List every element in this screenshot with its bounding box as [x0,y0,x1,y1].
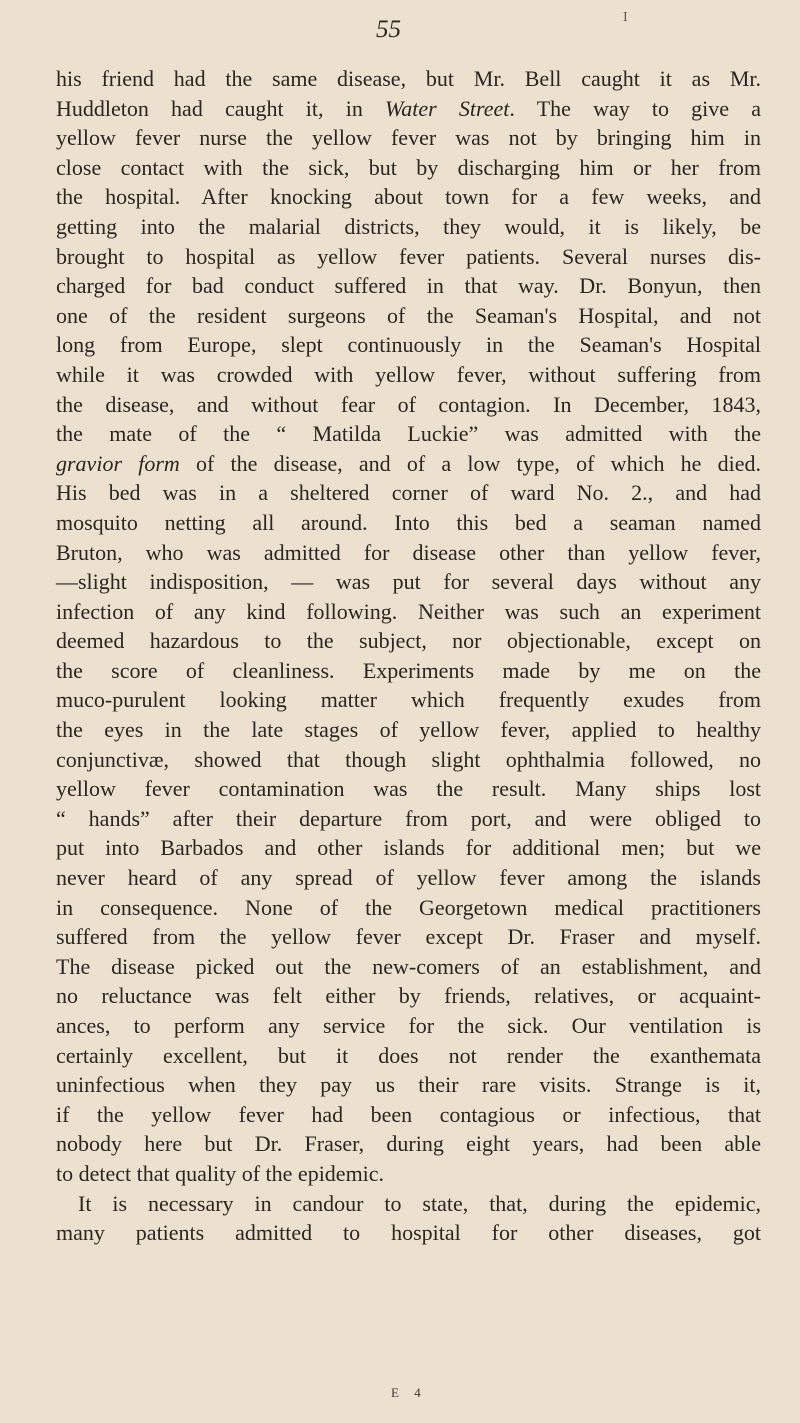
text-line: the mate of the “ Matilda Luckie” was admitted with the [56,421,761,447]
text-line: infection of any kind following. Neither was such an experiment [56,598,761,624]
text-line: The disease picked out the new-comers of an establishment, and [56,953,761,979]
text-line-with-italic: gravior form of the disease, and of a low type, of which he died. [56,450,762,476]
text-line: long from Europe, slept continuously in the Seaman's Hospital [56,332,761,358]
text-line: “ hands” after their departure from port, and were obliged to [56,805,761,831]
italic-phrase: gravior form [56,450,180,476]
text-line: deemed hazardous to the subject, nor objectionable, except on [56,628,761,654]
text-line: certainly excellent, but it does not render the exanthemata [56,1042,761,1068]
page-number: 55 [376,16,401,43]
text-line: while it was crowded with yellow fever, without suffering from [56,361,761,387]
text-line: no reluctance was felt either by friends, relatives, or acquaint- [56,983,761,1009]
text-line: close contact with the sick, but by discharging him or her from [56,154,761,180]
text-line: yellow fever contamination was the result. Many ships lost [56,776,761,802]
body-text [56,64,761,1248]
text-line: many patients admitted to hospital for other diseases, got [56,1220,761,1246]
paragraph-start-line: It is necessary in candour to state, that, during the epidemic, [78,1190,761,1216]
text-line: yellow fever nurse the yellow fever was not by bringing him in [56,125,761,151]
italic-phrase: Water Street [385,95,510,121]
text-line: getting into the malarial districts, they would, it is likely, be [56,213,761,239]
text-line: brought to hospital as yellow fever patients. Several nurses dis- [56,243,761,269]
text-line: his friend had the same disease, but Mr. Bell caught it as Mr. [56,66,761,91]
text-line: put into Barbados and other islands for additional men; but we [56,835,761,861]
text-line: in consequence. None of the Georgetown medical practitioners [56,894,761,920]
text-line: the disease, and without fear of contagion. In December, 1843, [56,391,761,417]
text-line: Bruton, who was admitted for disease other than yellow fever, [56,539,761,565]
text-line: the score of cleanliness. Experiments made by me on the [56,657,761,683]
text-line: one of the resident surgeons of the Seaman's Hospital, and not [56,302,761,328]
printer-signature: E 4 [391,1385,427,1400]
text-line: never heard of any spread of yellow fever among the islands [56,865,761,891]
text-line: the eyes in the late stages of yellow fever, applied to healthy [56,717,761,743]
text-line: the hospital. After knocking about town for a few weeks, and [56,184,761,210]
text-line: suffered from the yellow fever except Dr. Fraser and myself. [56,924,761,950]
text-line: —slight indisposition, — was put for several days without any [56,569,761,595]
text-line: ances, to perform any service for the sick. Our ventilation is [56,1013,761,1038]
text-line: muco-purulent looking matter which frequently exudes from [56,687,761,713]
text-line: mosquito netting all around. Into this bed a seaman named [56,509,761,535]
top-margin-mark: I [623,10,628,24]
paragraph-end-line: to detect that quality of the epidemic. [56,1160,385,1186]
text-line-with-italic: Huddleton had caught it, in Water Street. The way to give a [56,95,762,121]
text-line: conjunctivæ, showed that though slight ophthalmia followed, no [56,746,761,772]
text-line: nobody here but Dr. Fraser, during eight years, had been able [56,1131,761,1157]
text-line: if the yellow fever had been contagious or infectious, that [56,1101,761,1127]
text-line: charged for bad conduct suffered in that way. Dr. Bonyun, then [56,273,761,299]
text-line: uninfectious when they pay us their rare visits. Strange is it, [56,1072,761,1098]
text-line: His bed was in a sheltered corner of ward No. 2., and had [56,480,761,506]
